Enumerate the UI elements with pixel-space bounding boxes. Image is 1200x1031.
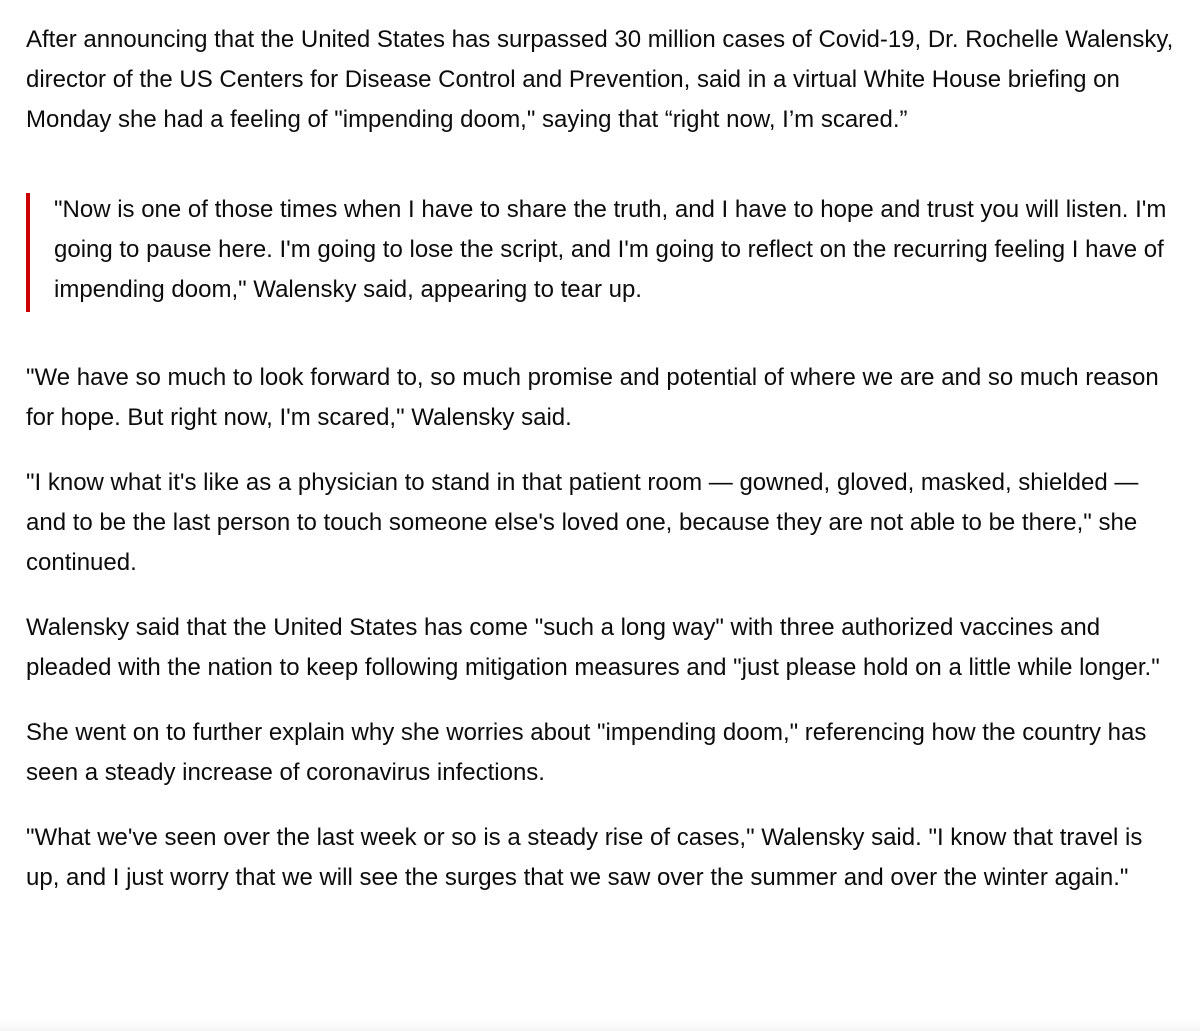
- article-paragraph: After announcing that the United States has surpassed 30 million cases of Covid-19, Dr. Rochelle Walensky, director of the US Centers for Disease Control and Prevention, said in a virtual White House briefing on Monday she had a feeling of "impending doom," saying that “right now, I’m scared.”: [26, 26, 1174, 133]
- bottom-fade: [0, 1019, 1200, 1031]
- article-paragraph: "I know what it's like as a physician to stand in that patient room — gowned, gloved, masked, shielded — and to be the last person to touch someone else's loved one, because they are not able to be there," she continued.: [26, 469, 1139, 576]
- article-paragraph: Walensky said that the United States has come "such a long way" with three authorized vaccines and pleaded with the nation to keep following mitigation measures and "just please hold on a little while longer.": [26, 614, 1160, 681]
- pull-quote-text: "Now is one of those times when I have to share the truth, and I have to hope and trust you will listen. I'm going to pause here. I'm going to lose the script, and I'm going to reflect on the recurring feeling I have of impending doom," Walensky said, appearing to tear up.: [54, 196, 1167, 303]
- quote-accent-bar: [26, 193, 30, 312]
- article-paragraph: "We have so much to look forward to, so much promise and potential of where we are and so much reason for hope. But right now, I'm scared," Walensky said.: [26, 364, 1159, 431]
- pull-quote: [26, 190, 1180, 310]
- article-paragraph: She went on to further explain why she worries about "impending doom," referencing how the country has seen a steady increase of coronavirus infections.: [26, 719, 1147, 786]
- article-paragraph: "What we've seen over the last week or so is a steady rise of cases," Walensky said. "I know that travel is up, and I just worry that we will see the surges that we saw over the summer and over the winter again.": [26, 824, 1143, 891]
